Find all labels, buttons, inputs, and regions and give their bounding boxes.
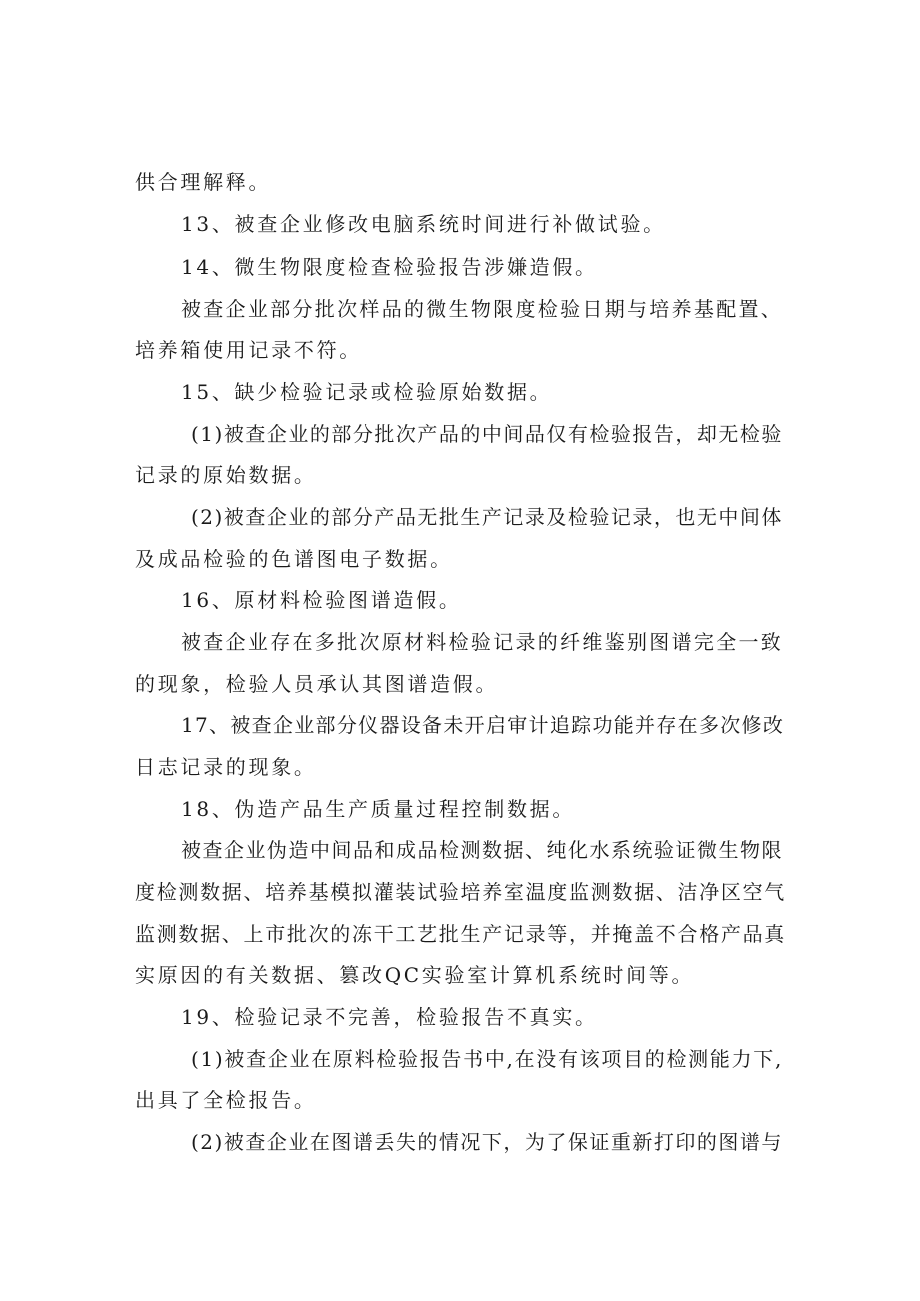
- text-line: (1)被查企业的部分批次产品的中间品仅有检验报告，却无检验: [191, 422, 783, 446]
- text-line: 日志记录的现象。: [135, 755, 317, 779]
- text-line: 培养箱使用记录不符。: [135, 338, 362, 362]
- text-line: 供合理解释。: [135, 170, 272, 194]
- text-line: 被查企业伪造中间品和成品检测数据、纯化水系统验证微生物限: [181, 838, 783, 862]
- text-line: 15、缺少检验记录或检验原始数据。: [181, 380, 553, 404]
- text-line: 18、伪造产品生产质量过程控制数据。: [181, 797, 576, 821]
- text-line: (2)被查企业的部分产品无批生产记录及检验记录，也无中间体: [191, 505, 783, 529]
- text-line: 被查企业部分批次样品的微生物限度检验日期与培养基配置、: [181, 297, 784, 321]
- text-line: 被查企业存在多批次原材料检验记录的纤维鉴别图谱完全一致: [181, 630, 784, 654]
- text-line: (1)被查企业在原料检验报告书中,在没有该项目的检测能力下,: [191, 1047, 784, 1071]
- text-line: 19、检验记录不完善，检验报告不真实。: [181, 1005, 598, 1029]
- text-line: 14、微生物限度检查检验报告涉嫌造假。: [181, 255, 598, 279]
- text-line: 度检测数据、培养基模拟灌装试验培养室温度监测数据、洁净区空气: [135, 880, 786, 904]
- text-line: 出具了全检报告。: [135, 1088, 317, 1112]
- text-line: 记录的原始数据。: [135, 463, 317, 487]
- text-line: 的现象，检验人员承认其图谱造假。: [135, 672, 499, 696]
- text-line: 监测数据、上市批次的冻干工艺批生产记录等，并掩盖不合格产品真: [135, 922, 786, 946]
- text-line: 实原因的有关数据、篡改QC实验室计算机系统时间等。: [135, 963, 695, 987]
- text-line: 16、原材料检验图谱造假。: [181, 588, 462, 612]
- text-line: 17、被查企业部分仪器设备未开启审计追踪功能并存在多次修改: [181, 713, 785, 737]
- text-line: 13、被查企业修改电脑系统时间进行补做试验。: [181, 212, 666, 236]
- text-line: 及成品检验的色谱图电子数据。: [135, 547, 453, 571]
- text-line: (2)被查企业在图谱丢失的情况下，为了保证重新打印的图谱与: [191, 1130, 783, 1154]
